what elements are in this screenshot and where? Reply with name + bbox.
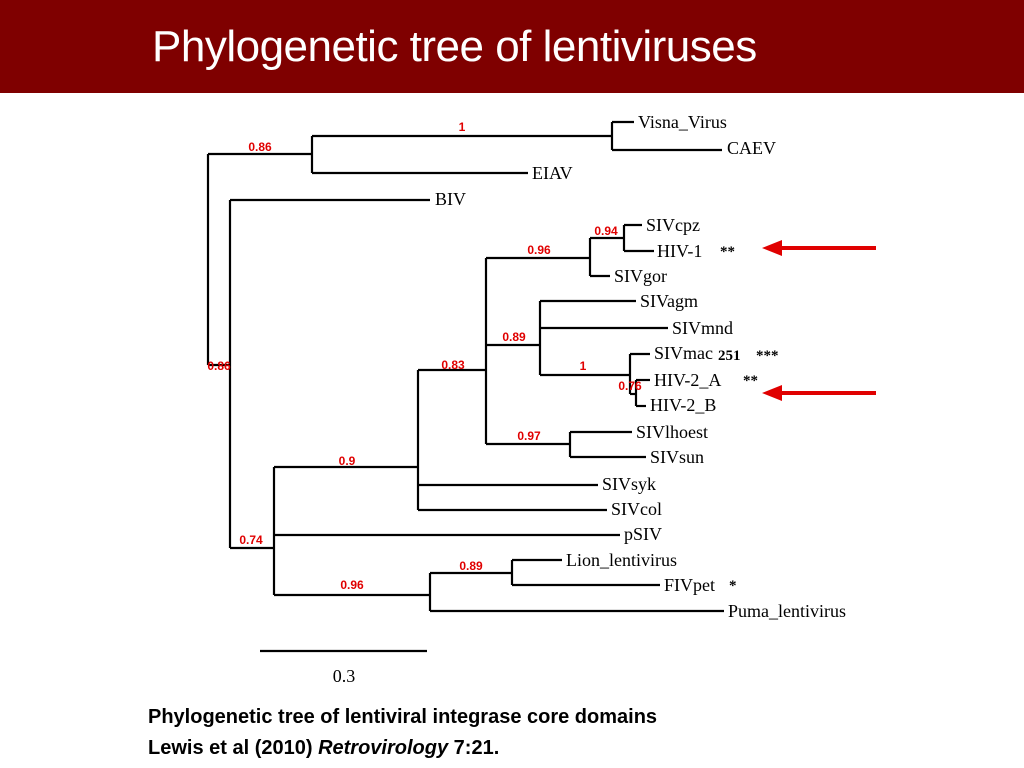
support-primate: 0.83 <box>441 358 465 372</box>
caption-line-2 <box>148 733 657 764</box>
leaf-sivgor: SIVgor <box>614 266 667 286</box>
caption-journal: Retrovirology <box>318 737 449 759</box>
leaf-fivpet: FIVpet <box>664 575 715 595</box>
leaf-sivcol: SIVcol <box>611 499 662 519</box>
slide-title: Phylogenetic tree of lentiviruses <box>152 22 757 71</box>
support-biv-sister: 0.74 <box>239 533 263 547</box>
mark-sivmac: *** <box>756 348 779 364</box>
caption-reference: 7:21. <box>448 737 500 759</box>
support-hiv2: 0.76 <box>618 379 642 393</box>
mark-hiv1: ** <box>720 244 735 260</box>
support-lhoest-sun: 0.97 <box>517 429 541 443</box>
support-agm-group: 0.89 <box>502 330 526 344</box>
support-visna-caev: 1 <box>458 120 466 134</box>
mark-hiv2a: ** <box>743 373 758 389</box>
leaf-caev: CAEV <box>727 138 776 158</box>
mark-fivpet: * <box>729 578 737 594</box>
leaf-sivsyk: SIVsyk <box>602 474 657 494</box>
leaf-hiv1: HIV-1 <box>657 241 703 261</box>
leaf-visna: Visna_Virus <box>638 112 727 132</box>
support-primate-outer: 0.9 <box>338 454 356 468</box>
leaf-sivsun: SIVsun <box>650 447 705 467</box>
support-lion-fiv: 0.89 <box>459 559 483 573</box>
figure-caption <box>148 702 657 764</box>
support-fiv-group: 0.96 <box>340 578 364 592</box>
leaf-sivmac: SIVmac <box>654 343 713 363</box>
caption-line-1: Phylogenetic tree of lentiviral integrase core domains <box>148 706 658 728</box>
leaf-biv: BIV <box>435 189 466 209</box>
support-root: 0.86 <box>207 359 231 373</box>
leaf-sivagm: SIVagm <box>640 291 698 311</box>
leaf-eiav: EIAV <box>532 163 573 183</box>
leaf-hiv2b: HIV-2_B <box>650 395 717 415</box>
support-cpz-group: 0.96 <box>527 243 551 257</box>
leaf-lion: Lion_lentivirus <box>566 550 677 570</box>
leaf-hiv2a: HIV-2_A <box>654 370 722 390</box>
caption-authors: Lewis et al (2010) <box>148 737 319 759</box>
scale-bar-label: 0.3 <box>332 666 356 686</box>
support-mac-group: 1 <box>579 359 587 373</box>
leaf-sivlhoest: SIVlhoest <box>636 422 708 442</box>
leaf-puma: Puma_lentivirus <box>728 601 846 621</box>
leaf-sivmnd: SIVmnd <box>672 318 734 338</box>
leaf-sivcpz: SIVcpz <box>646 215 700 235</box>
support-cpz-hiv1: 0.94 <box>594 224 618 238</box>
leaf-psiv: pSIV <box>624 524 663 544</box>
mark-sivmac-code: 251 <box>718 348 741 364</box>
support-visna-eiav: 0.86 <box>248 140 272 154</box>
